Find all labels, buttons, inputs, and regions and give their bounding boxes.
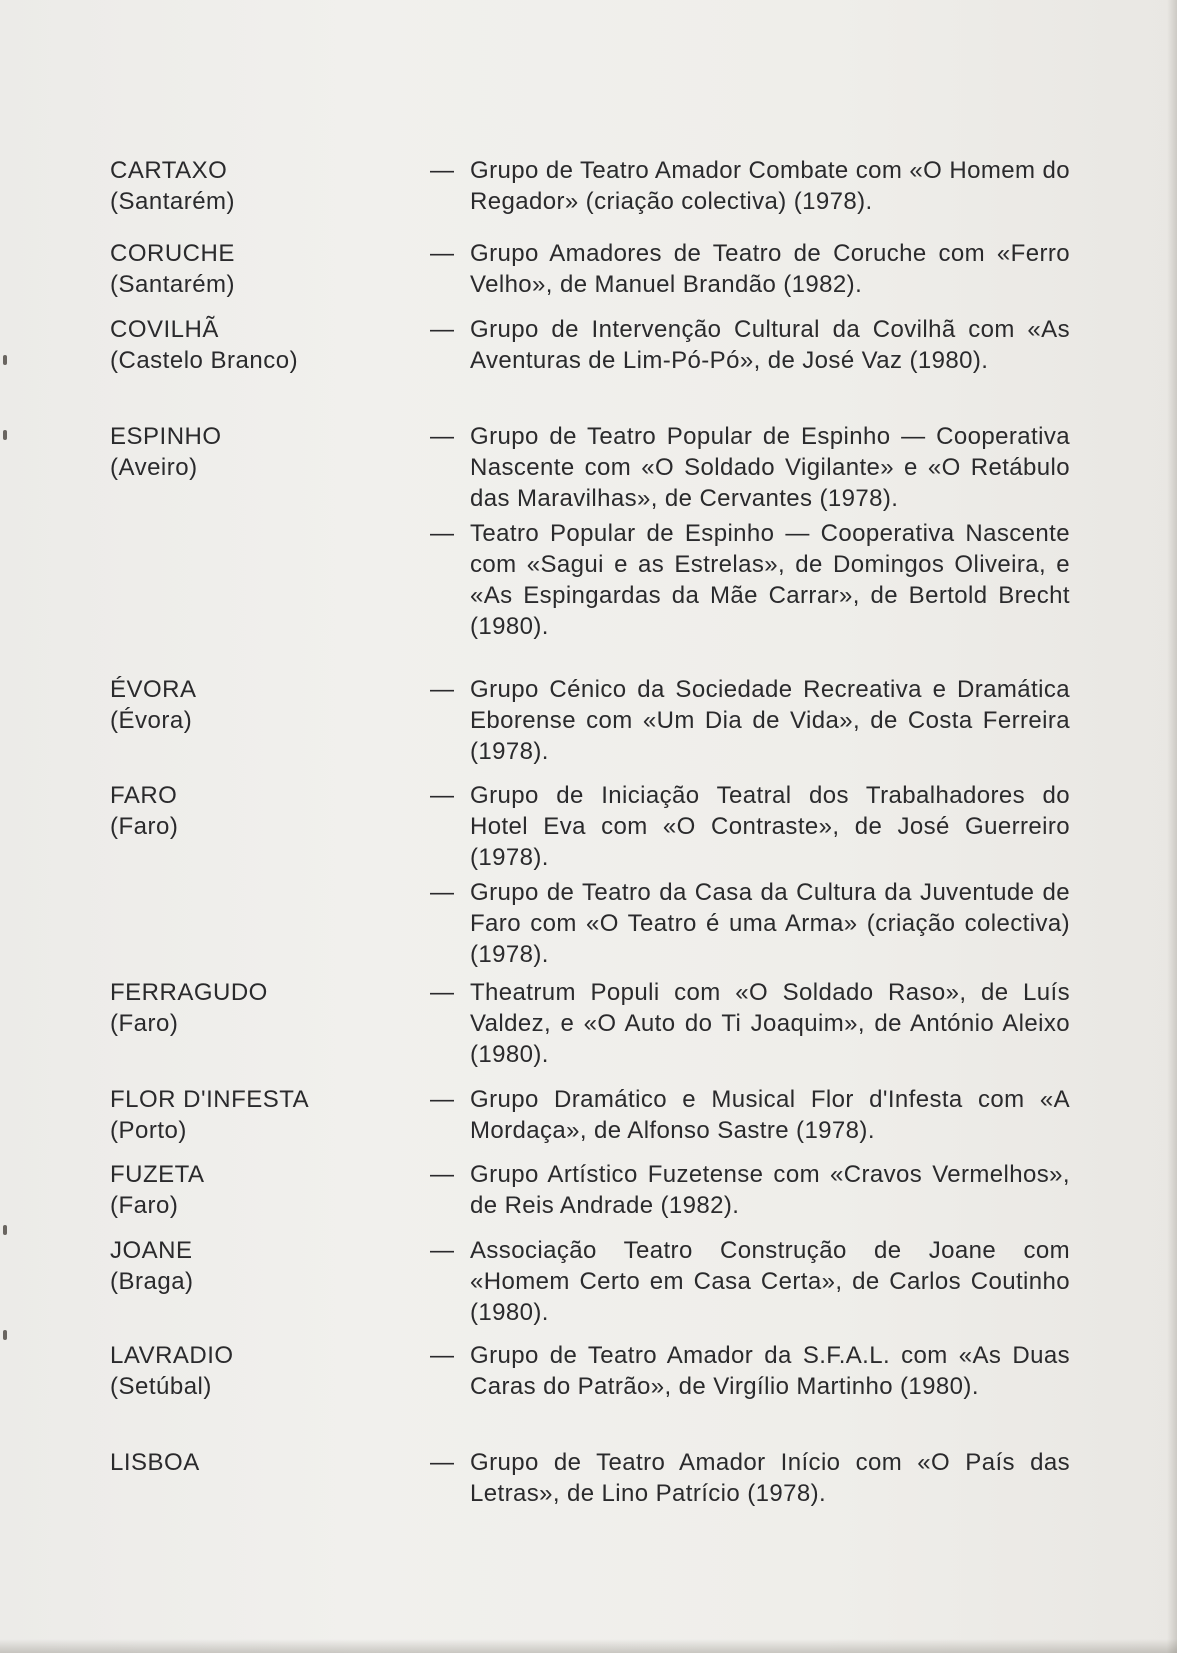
- production-text: Grupo de Teatro Popular de Espinho — Cooperativa Nascente com «O Soldado Vigilante» e «O Retábulo das Maravilhas», de Cervantes (1978).: [470, 423, 1070, 512]
- margin-mark: [3, 1225, 7, 1235]
- production-text: Grupo de Teatro Amador Combate com «O Homem do Regador» (criação colectiva) (1978).: [470, 157, 1070, 215]
- production-text: Grupo Dramático e Musical Flor d'Infesta com «A Mordaça», de Alfonso Sastre (1978).: [470, 1086, 1070, 1144]
- entry-joane: [0, 1235, 1177, 1328]
- em-dash: —: [430, 157, 455, 184]
- production-text: Grupo de Iniciação Teatral dos Trabalhadores do Hotel Eva com «O Contraste», de José Guerreiro (1978).: [470, 782, 1070, 871]
- em-dash: —: [430, 979, 455, 1006]
- place-district: (Castelo Branco): [110, 347, 299, 374]
- production-item: [430, 238, 1070, 300]
- production-item: [430, 421, 1070, 514]
- place-district: (Porto): [110, 1117, 187, 1144]
- place-name: CARTAXO: [110, 157, 228, 184]
- place-column: [110, 1235, 410, 1297]
- em-dash: —: [430, 1342, 455, 1369]
- entry-coruche: [0, 238, 1177, 300]
- place-column: [110, 1159, 410, 1221]
- production-text: Grupo Cénico da Sociedade Recreativa e Dramática Eborense com «Um Dia de Vida», de Costa Ferreira (1978).: [470, 676, 1070, 765]
- production-text: Grupo de Teatro da Casa da Cultura da Juventude de Faro com «O Teatro é uma Arma» (criação colectiva) (1978).: [470, 879, 1070, 968]
- place-column: [110, 1084, 410, 1146]
- place-district: (Faro): [110, 1010, 179, 1037]
- production-item: [430, 977, 1070, 1070]
- em-dash: —: [430, 676, 455, 703]
- place-district: (Faro): [110, 813, 179, 840]
- place-column: [110, 238, 410, 300]
- entry-lavradio: [0, 1340, 1177, 1402]
- place-column: [110, 421, 410, 483]
- em-dash: —: [430, 423, 455, 450]
- production-text: Grupo Artístico Fuzetense com «Cravos Vermelhos», de Reis Andrade (1982).: [470, 1161, 1070, 1219]
- em-dash: —: [430, 240, 455, 267]
- place-name: FUZETA: [110, 1161, 205, 1188]
- entry-fuzeta: [0, 1159, 1177, 1221]
- place-district: (Braga): [110, 1268, 194, 1295]
- place-name: JOANE: [110, 1237, 193, 1264]
- production-text: Grupo de Teatro Amador Início com «O País das Letras», de Lino Patrício (1978).: [470, 1449, 1070, 1507]
- production-item: [430, 1447, 1070, 1509]
- production-text: Grupo Amadores de Teatro de Coruche com «Ferro Velho», de Manuel Brandão (1982).: [470, 240, 1070, 298]
- entry-espinho: [0, 421, 1177, 642]
- em-dash: —: [430, 520, 455, 547]
- place-column: [110, 155, 410, 217]
- production-item: [430, 877, 1070, 970]
- place-name: FARO: [110, 782, 178, 809]
- place-column: [110, 977, 410, 1039]
- production-item: [430, 1235, 1070, 1328]
- em-dash: —: [430, 782, 455, 809]
- entry-ferragudo: [0, 977, 1177, 1070]
- page-bottom-shadow: [0, 1639, 1177, 1653]
- production-text: Grupo de Teatro Amador da S.F.A.L. com «As Duas Caras do Patrão», de Virgílio Martinho (1980).: [470, 1342, 1070, 1400]
- place-name: CORUCHE: [110, 240, 235, 267]
- place-district: (Aveiro): [110, 454, 198, 481]
- em-dash: —: [430, 316, 455, 343]
- entry-faro: [0, 780, 1177, 970]
- place-column: [110, 314, 410, 376]
- place-column: [110, 780, 410, 842]
- entry-evora: [0, 674, 1177, 767]
- production-text: Grupo de Intervenção Cultural da Covilhã com «As Aventuras de Lim-Pó-Pó», de José Vaz (1980).: [470, 316, 1070, 374]
- place-column: [110, 674, 410, 736]
- production-text: Teatro Popular de Espinho — Cooperativa Nascente com «Sagui e as Estrelas», de Domingos Oliveira, e «As Espingardas da Mãe Carrar», de Bertold Brecht (1980).: [470, 520, 1070, 640]
- production-text: Associação Teatro Construção de Joane com «Homem Certo em Casa Certa», de Carlos Coutinho (1980).: [470, 1237, 1070, 1326]
- entry-lisboa: [0, 1447, 1177, 1509]
- em-dash: —: [430, 879, 455, 906]
- production-item: [430, 1340, 1070, 1402]
- em-dash: —: [430, 1161, 455, 1188]
- place-name: FERRAGUDO: [110, 979, 268, 1006]
- place-district: (Évora): [110, 707, 193, 734]
- production-item: [430, 1084, 1070, 1146]
- production-item: [430, 314, 1070, 376]
- place-column: [110, 1447, 410, 1478]
- production-item: [430, 674, 1070, 767]
- entry-flor-dinfesta: [0, 1084, 1177, 1146]
- entry-covilha: [0, 314, 1177, 376]
- place-district: (Santarém): [110, 188, 236, 215]
- em-dash: —: [430, 1449, 455, 1476]
- place-name: LAVRADIO: [110, 1342, 234, 1369]
- entry-cartaxo: [0, 155, 1177, 217]
- margin-mark: [3, 1330, 7, 1340]
- production-item: [430, 1159, 1070, 1221]
- place-district: (Faro): [110, 1192, 179, 1219]
- place-district: (Setúbal): [110, 1373, 212, 1400]
- production-item: [430, 155, 1070, 217]
- production-text: Theatrum Populi com «O Soldado Raso», de Luís Valdez, e «O Auto do Ti Joaquim», de António Aleixo (1980).: [470, 979, 1070, 1068]
- em-dash: —: [430, 1237, 455, 1264]
- place-column: [110, 1340, 410, 1402]
- place-name: ÉVORA: [110, 676, 197, 703]
- production-item: [430, 780, 1070, 873]
- place-district: (Santarém): [110, 271, 236, 298]
- place-name: FLOR D'INFESTA: [110, 1086, 310, 1113]
- place-name: COVILHÃ: [110, 316, 219, 343]
- place-name: LISBOA: [110, 1449, 200, 1476]
- place-name: ESPINHO: [110, 423, 222, 450]
- em-dash: —: [430, 1086, 455, 1113]
- production-item: [430, 518, 1070, 642]
